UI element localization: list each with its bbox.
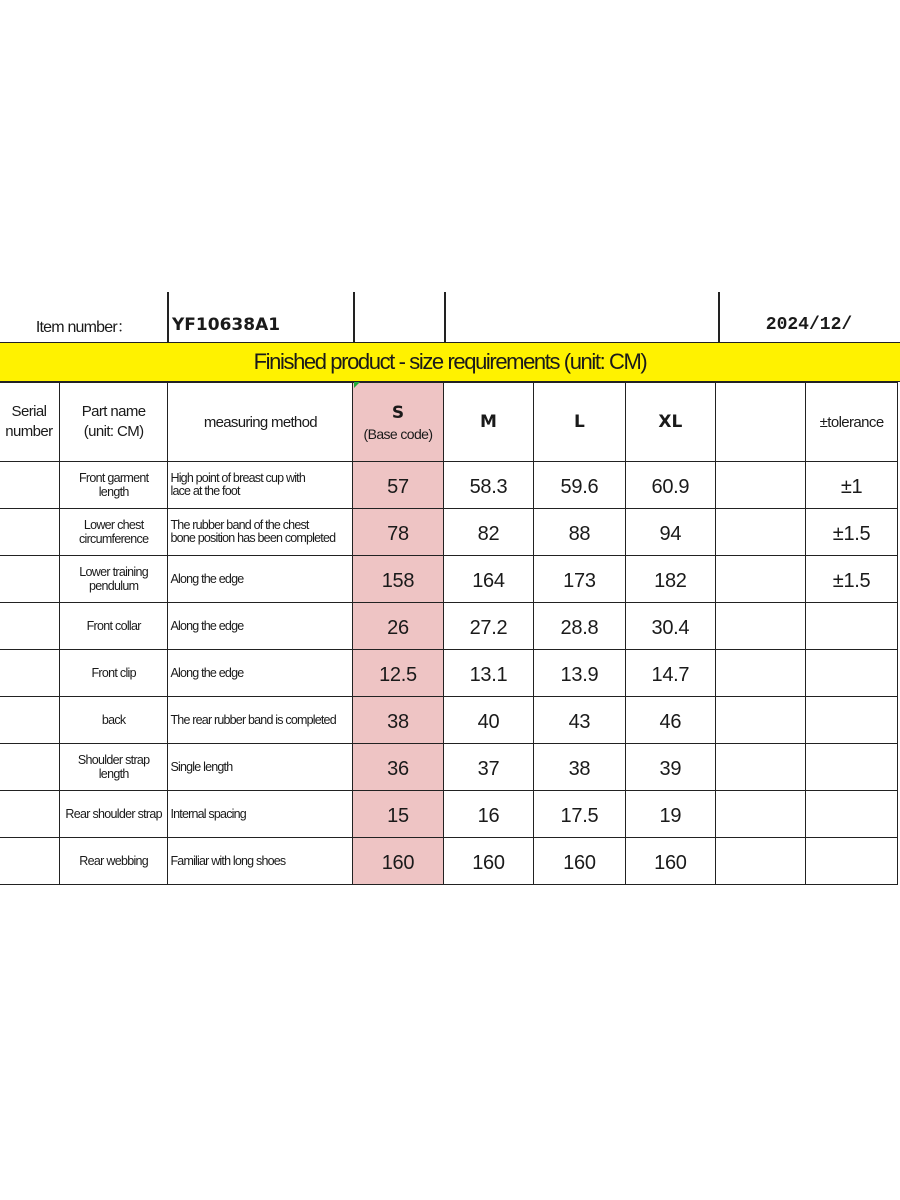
table-row: [0, 603, 898, 650]
part-name-cell: [59, 509, 168, 556]
tolerance-cell: ±1: [806, 462, 898, 509]
col-part-line: (unit: CM): [83, 423, 144, 440]
part-name-line: Lower training: [79, 565, 149, 579]
col-l-header: L: [534, 383, 625, 462]
method-line: Single length: [170, 759, 233, 774]
method-cell: [168, 744, 353, 791]
size-m-cell: 58.3: [443, 462, 533, 509]
size-l-cell: 13.9: [534, 650, 625, 697]
size-xl-cell: 14.7: [625, 650, 715, 697]
blank-cell: [716, 791, 806, 838]
size-s-cell: 15: [353, 791, 443, 838]
col-method-header: measuring method: [168, 383, 353, 462]
part-name-cell: [59, 744, 168, 791]
size-m-cell: 40: [443, 697, 533, 744]
serial-cell: [0, 650, 59, 697]
method-line: Familiar with long shoes: [170, 853, 286, 868]
size-m-cell: 27.2: [443, 603, 533, 650]
size-l-cell: 173: [534, 556, 625, 603]
size-l-cell: 88: [534, 509, 625, 556]
column-header-row: [0, 383, 898, 462]
part-name-cell: [59, 603, 168, 650]
size-s-cell: 78: [353, 509, 443, 556]
col-tolerance-header: ±tolerance: [806, 383, 898, 462]
table-row: [0, 744, 898, 791]
serial-cell: [0, 556, 59, 603]
tolerance-cell: [806, 650, 898, 697]
col-serial-header: [0, 383, 59, 462]
table-row: [0, 650, 898, 697]
serial-cell: [0, 838, 59, 885]
blank-cell: [716, 603, 806, 650]
size-s-cell: 26: [353, 603, 443, 650]
blank-cell: [716, 650, 806, 697]
col-m-header: M: [443, 383, 533, 462]
col-s-header: [353, 383, 443, 462]
blank-cell: [716, 838, 806, 885]
size-xl-cell: 160: [625, 838, 715, 885]
part-name-cell: [59, 791, 168, 838]
size-m-cell: 37: [443, 744, 533, 791]
col-s-label: S: [391, 402, 405, 423]
method-cell: [168, 462, 353, 509]
blank-cell: [716, 509, 806, 556]
method-cell: [168, 697, 353, 744]
part-name-line: length: [98, 485, 129, 499]
method-line: High point of breast cup with: [170, 471, 305, 485]
method-line: Along the edge: [170, 618, 244, 633]
method-cell: [168, 603, 353, 650]
size-s-cell: 160: [353, 838, 443, 885]
tolerance-cell: [806, 838, 898, 885]
col-blank-header: [716, 383, 806, 462]
blank-cell: [716, 462, 806, 509]
size-xl-cell: 94: [625, 509, 715, 556]
blank-cell: [716, 556, 806, 603]
col-part-line: Part name: [81, 403, 146, 420]
size-l-cell: 28.8: [534, 603, 625, 650]
size-s-cell: 38: [353, 697, 443, 744]
method-line: The rubber band of the chest: [170, 518, 309, 532]
size-l-cell: 38: [534, 744, 625, 791]
tolerance-cell: ±1.5: [806, 509, 898, 556]
method-line: Internal spacing: [170, 806, 246, 821]
cell-comment-marker: [354, 382, 360, 388]
method-cell: [168, 509, 353, 556]
tolerance-cell: ±1.5: [806, 556, 898, 603]
size-xl-cell: 19: [625, 791, 715, 838]
tolerance-cell: [806, 791, 898, 838]
part-name-line: Shoulder strap: [77, 753, 150, 767]
size-m-cell: 16: [443, 791, 533, 838]
col-serial-line: Serial: [11, 403, 47, 420]
table-title: Finished product - size requirements (unit: CM): [0, 342, 900, 382]
header-divider: [167, 292, 169, 342]
tolerance-cell: [806, 744, 898, 791]
size-xl-cell: 30.4: [625, 603, 715, 650]
table-row: [0, 509, 898, 556]
size-table: [0, 382, 898, 885]
blank-cell: [716, 744, 806, 791]
part-name-cell: [59, 697, 168, 744]
header-divider: [353, 292, 355, 342]
size-s-cell: 158: [353, 556, 443, 603]
size-m-cell: 82: [443, 509, 533, 556]
tolerance-cell: [806, 603, 898, 650]
part-name-cell: [59, 650, 168, 697]
header-divider: [444, 292, 446, 342]
size-s-cell: 36: [353, 744, 443, 791]
serial-cell: [0, 462, 59, 509]
serial-cell: [0, 603, 59, 650]
size-xl-cell: 39: [625, 744, 715, 791]
table-row: [0, 697, 898, 744]
method-cell: [168, 556, 353, 603]
serial-cell: [0, 697, 59, 744]
table-row: [0, 556, 898, 603]
col-part-header: [59, 383, 168, 462]
date-value: 2024/12/: [765, 315, 853, 335]
method-line: lace at the foot: [170, 484, 240, 498]
part-name-line: circumference: [78, 532, 149, 546]
size-xl-cell: 60.9: [625, 462, 715, 509]
col-s-sublabel: (Base code): [363, 425, 433, 442]
col-xl-header: XL: [625, 383, 715, 462]
part-name-line: Rear shoulder strap: [65, 807, 162, 821]
size-l-cell: 17.5: [534, 791, 625, 838]
table-row: [0, 838, 898, 885]
method-cell: [168, 650, 353, 697]
method-line: Along the edge: [170, 571, 244, 586]
part-name-cell: [59, 462, 168, 509]
part-name-line: length: [98, 767, 129, 781]
part-name-line: Front garment: [78, 471, 149, 485]
col-serial-line: number: [5, 423, 53, 440]
method-cell: [168, 838, 353, 885]
table-row: [0, 462, 898, 509]
header-divider: [718, 292, 720, 342]
size-l-cell: 43: [534, 697, 625, 744]
part-name-line: back: [101, 713, 126, 727]
size-l-cell: 160: [534, 838, 625, 885]
size-xl-cell: 46: [625, 697, 715, 744]
blank-cell: [716, 697, 806, 744]
size-m-cell: 160: [443, 838, 533, 885]
serial-cell: [0, 744, 59, 791]
method-cell: [168, 791, 353, 838]
size-xl-cell: 182: [625, 556, 715, 603]
part-name-cell: [59, 838, 168, 885]
serial-cell: [0, 509, 59, 556]
part-name-line: Rear webbing: [79, 854, 149, 868]
size-s-cell: 12.5: [353, 650, 443, 697]
item-number-label: Item number：: [35, 318, 133, 336]
size-l-cell: 59.6: [534, 462, 625, 509]
part-name-line: Front collar: [86, 619, 141, 633]
method-line: Along the edge: [170, 665, 244, 680]
serial-cell: [0, 791, 59, 838]
part-name-cell: [59, 556, 168, 603]
tolerance-cell: [806, 697, 898, 744]
method-line: The rear rubber band is completed: [170, 712, 336, 727]
part-name-line: pendulum: [89, 579, 139, 593]
method-line: bone position has been completed: [170, 531, 336, 545]
size-m-cell: 13.1: [443, 650, 533, 697]
item-number-value: YF10638A1: [172, 315, 281, 335]
part-name-line: Front clip: [91, 666, 136, 680]
size-s-cell: 57: [353, 462, 443, 509]
size-m-cell: 164: [443, 556, 533, 603]
table-row: [0, 791, 898, 838]
part-name-line: Lower chest: [83, 518, 144, 532]
